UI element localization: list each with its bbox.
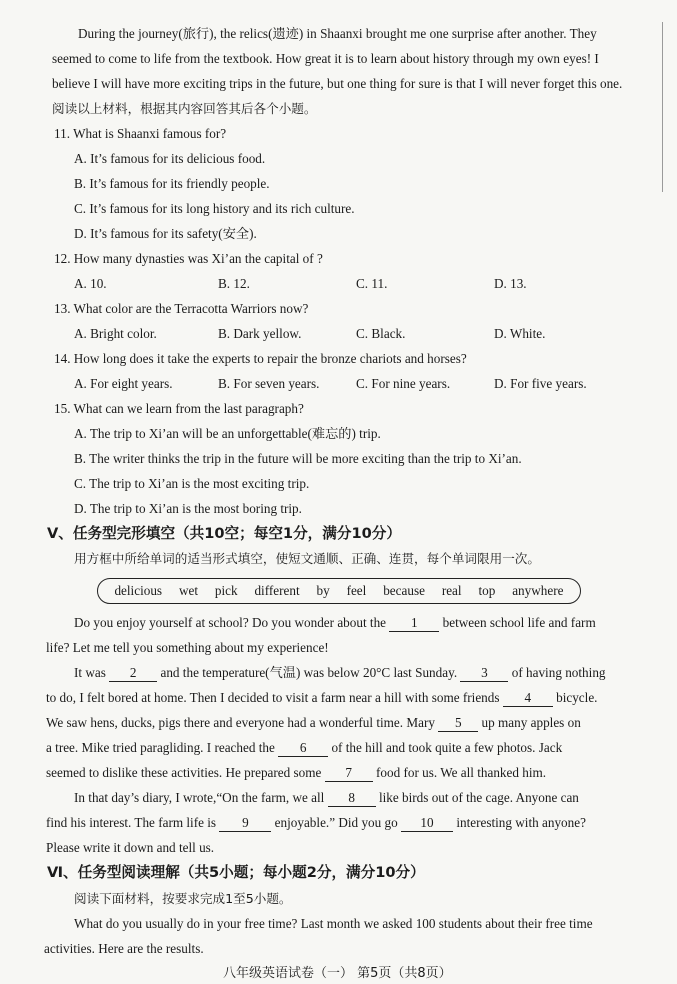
cloze-line: It was 2 and the temperature(气温) was below 20°C last Sunday. 3 of having nothing (74, 665, 606, 680)
word-bank-word: feel (346, 583, 367, 598)
blank-2[interactable]: 2 (109, 665, 157, 682)
option-15b: B. The writer thinks the trip in the future will be more exciting than the trip to Xi’an. (74, 451, 522, 466)
cloze-line: a tree. Mike tried paragliding. I reached the 6 of the hill and took quite a few photos. Jack (46, 740, 563, 755)
cloze-line: Please write it down and tell us. (46, 840, 215, 855)
section-6-instruction: 阅读下面材料，按要求完成1至5小题。 (74, 891, 292, 906)
blank-7[interactable]: 7 (325, 765, 373, 782)
option-11a: A. It’s famous for its delicious food. (74, 151, 266, 166)
blank-5[interactable]: 5 (438, 715, 478, 732)
question-text: What is Shaanxi famous for? (73, 126, 227, 141)
option-13c: C. Black. (356, 326, 406, 341)
question-number: 13. (54, 301, 71, 316)
question-number: 15. (54, 401, 71, 416)
section-6-line: What do you usually do in your free time? Last month we asked 100 students about their free time (74, 916, 593, 931)
option-11c: C. It’s famous for its long history and its rich culture. (74, 201, 355, 216)
question-number: 11. (54, 126, 70, 141)
option-14d: D. For five years. (494, 376, 587, 391)
cloze-line: to do, I felt bored at home. Then I decided to visit a farm near a hill with some friends 4 bicycle. (46, 690, 598, 705)
reading-instruction: 阅读以上材料，根据其内容回答其后各个小题。 (52, 101, 317, 116)
option-13a: A. Bright color. (74, 326, 157, 341)
section-5-title: Ⅴ、任务型完形填空（共10空；每空1分，满分10分） (47, 525, 401, 542)
blank-8[interactable]: 8 (328, 790, 376, 807)
section-6-title: Ⅵ、任务型阅读理解（共5小题；每小题2分，满分10分） (47, 864, 425, 881)
option-11b: B. It’s famous for its friendly people. (74, 176, 270, 191)
page-footer: 八年级英语试卷（一） 第5页（共8页） (223, 966, 452, 981)
option-12c: C. 11. (356, 276, 388, 291)
word-bank-word: by (316, 583, 330, 598)
question-11 (54, 124, 226, 144)
cloze-line: Do you enjoy yourself at school? Do you wonder about the 1 between school life and farm (74, 615, 596, 630)
word-bank-word: delicious (114, 583, 163, 598)
section-6-line: activities. Here are the results. (44, 941, 204, 956)
word-bank-box (97, 578, 581, 604)
option-12b: B. 12. (218, 276, 250, 291)
page-edge-line (662, 22, 663, 192)
option-15a: A. The trip to Xi’an will be an unforgettable(难忘的) trip. (74, 426, 381, 441)
passage-line: During the journey(旅行), the relics(遗迹) in Shaanxi brought me one surprise after another. They (78, 26, 597, 41)
blank-10[interactable]: 10 (401, 815, 453, 832)
option-14c: C. For nine years. (356, 376, 451, 391)
passage-line: believe I will have more exciting trips in the future, but one thing for sure is that I will never forget this one. (52, 76, 623, 91)
word-bank-word: because (383, 583, 425, 598)
cloze-line: life? Let me tell you something about my experience! (46, 640, 329, 655)
option-11d: D. It’s famous for its safety(安全). (74, 226, 257, 241)
option-13d: D. White. (494, 326, 546, 341)
word-bank-word: top (478, 583, 496, 598)
option-13b: B. Dark yellow. (218, 326, 302, 341)
question-12 (54, 249, 323, 269)
question-15 (54, 399, 304, 419)
question-number: 14. (54, 351, 71, 366)
word-bank-word: wet (178, 583, 198, 598)
cloze-line: find his interest. The farm life is 9 enjoyable.” Did you go 10 interesting with anyone? (46, 815, 586, 830)
option-12d: D. 13. (494, 276, 527, 291)
blank-3[interactable]: 3 (460, 665, 508, 682)
passage-line: seemed to come to life from the textbook. How great it is to learn about history through my own eyes! I (52, 51, 599, 66)
word-bank-word: anywhere (512, 583, 564, 598)
question-text: What can we learn from the last paragraph? (73, 401, 304, 416)
option-14a: A. For eight years. (74, 376, 173, 391)
word-bank-word: real (441, 583, 462, 598)
option-15c: C. The trip to Xi’an is the most exciting trip. (74, 476, 310, 491)
question-14 (54, 349, 467, 369)
section-5-instruction: 用方框中所给单词的适当形式填空，使短文通顺、正确、连贯，每个单词限用一次。 (74, 551, 540, 566)
option-12a: A. 10. (74, 276, 107, 291)
blank-9[interactable]: 9 (219, 815, 271, 832)
question-text: What color are the Terracotta Warriors now? (73, 301, 309, 316)
blank-1[interactable]: 1 (389, 615, 439, 632)
option-14b: B. For seven years. (218, 376, 320, 391)
question-number: 12. (54, 251, 71, 266)
option-15d: D. The trip to Xi’an is the most boring trip. (74, 501, 302, 516)
question-text: How long does it take the experts to repair the bronze chariots and horses? (73, 351, 467, 366)
cloze-line: seemed to dislike these activities. He prepared some 7 food for us. We all thanked him. (46, 765, 547, 780)
word-bank-word: different (254, 583, 300, 598)
blank-4[interactable]: 4 (503, 690, 553, 707)
blank-6[interactable]: 6 (278, 740, 328, 757)
question-text: How many dynasties was Xi’an the capital of ? (73, 251, 323, 266)
word-bank-word: pick (214, 583, 238, 598)
question-13 (54, 299, 308, 319)
cloze-line: We saw hens, ducks, pigs there and everyone had a wonderful time. Mary 5 up many apples on (46, 715, 581, 730)
cloze-line: In that day’s diary, I wrote,“On the farm, we all 8 like birds out of the cage. Anyone can (74, 790, 579, 805)
